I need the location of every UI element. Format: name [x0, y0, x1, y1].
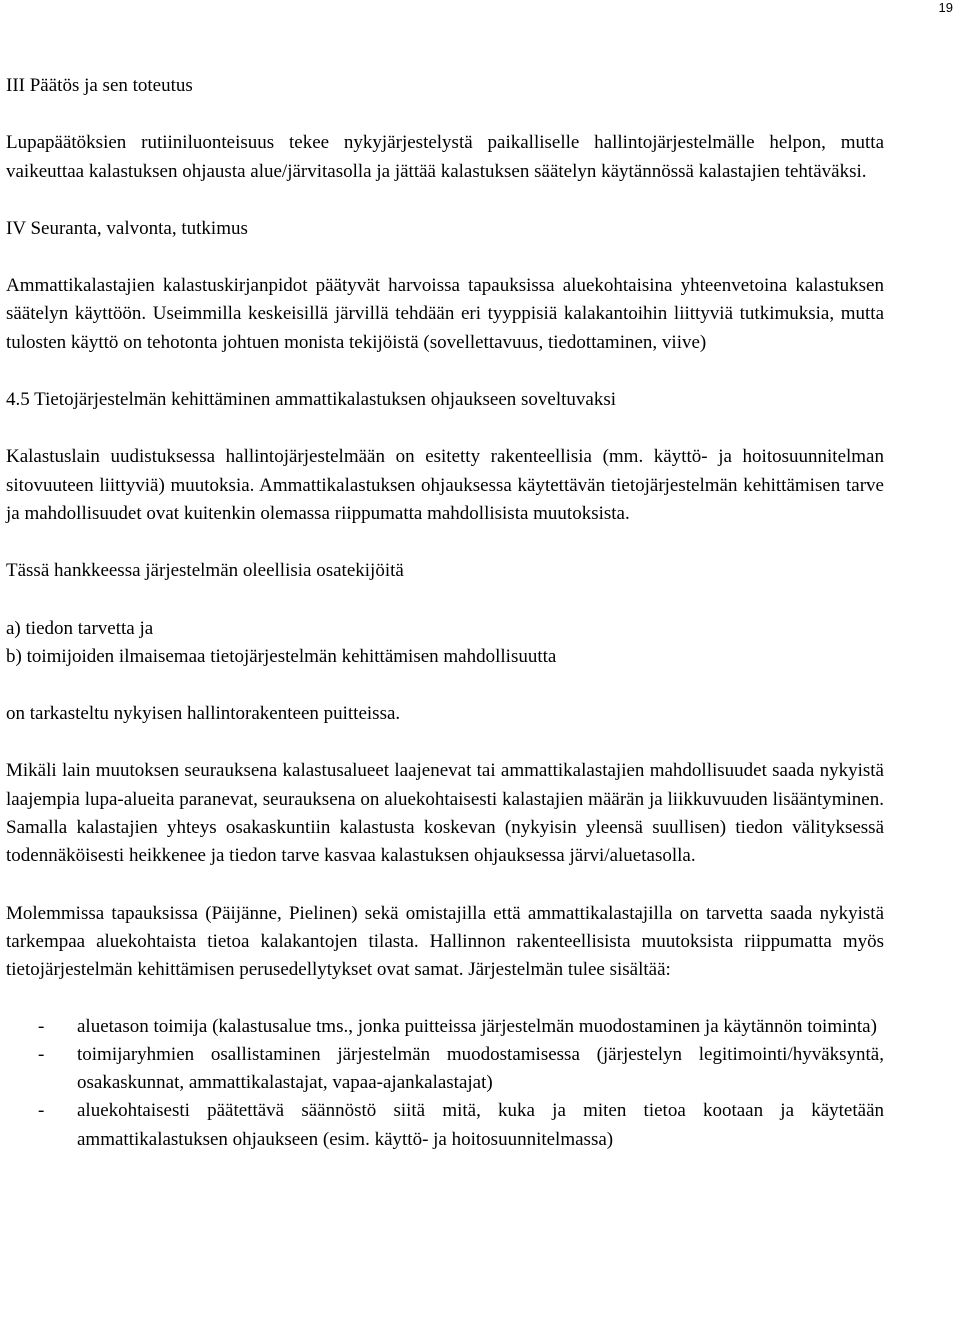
- section-heading-seuranta: IV Seuranta, valvonta, tutkimus: [6, 217, 248, 239]
- list-item-text: aluetason toimija (kalastusalue tms., jonka puitteissa järjestelmän muodostaminen ja käytännön toiminta): [77, 1015, 877, 1037]
- paragraph-molemmissa: Molemmissa tapauksissa (Päijänne, Pielinen) sekä omistajilla että ammattikalastajilla on tarvetta saada nykyistä tarkempaa aluekohtaista tietoa kalakantojen tilasta. Hallinnon rakenteellisista muutoksista riippumatta myös tietojärjestelmän kehittämisen perusedellytykset ovat samat. Järjestelmän tulee sisältää:: [6, 902, 884, 981]
- paragraph-lupapaatokset: Lupapäätöksien rutiiniluonteisuus tekee nykyjärjestelystä paikalliselle hallintojärjestelmälle helpon, mutta vaikeuttaa kalastuksen ohjausta alue/järvitasolla ja jättää kalastuksen säätelyn käytännössä kalastajien tehtäväksi.: [6, 132, 884, 182]
- requirements-list: [6, 1013, 884, 1154]
- dash-bullet: -: [38, 1100, 45, 1122]
- paragraph-kalastuslaki: Kalastuslain uudistuksessa hallintojärjestelmään on esitetty rakenteellisia (mm. käyttö- ja hoitosuunnitelman sitovuuteen liittyviä) muutoksia. Ammattikalastuksen ohjauksessa käytettävän tietojärjestelmän kehittämisen tarve ja mahdollisuudet ovat kuitenkin olemassa riippumatta mahdollisista muutoksista.: [6, 446, 884, 524]
- list-item: [6, 1041, 884, 1098]
- paragraph-osatekijat: Tässä hankkeessa järjestelmän oleellisia osatekijöitä: [6, 560, 404, 582]
- list-item-text: toimijaryhmien osallistaminen järjestelmän muodostamisessa (järjestelyn legitimointi/hyväksyntä, osakaskunnat, ammattikalastajat, vapaa-ajankalastajat): [77, 1043, 884, 1094]
- section-heading-tietojarjestelma: 4.5 Tietojärjestelmän kehittäminen ammattikalastuksen ohjaukseen soveltuvaksi: [6, 389, 616, 411]
- page-number: 19: [938, 0, 953, 15]
- list-item-text: aluekohtaisesti päätettävä säännöstö siitä mitä, kuka ja miten tietoa kootaan ja käytetään ammattikalastuksen ohjaukseen (esim. käyttö- ja hoitosuunnitelmassa): [77, 1100, 884, 1150]
- list-item: [6, 1013, 884, 1041]
- list-item: [6, 1097, 884, 1154]
- paragraph-kirjanpidot: Ammattikalastajien kalastuskirjanpidot päätyvät harvoissa tapauksissa aluekohtaisina yhteenvetoina kalastuksen säätelyn käyttöön. Useimmilla keskeisillä järvillä tehdään eri tyyppisiä kalakantoihin liittyviä tutkimuksia, mutta tulosten käyttö on tehotonta johtuen monista tekijöistä (sovellettavuus, tiedottaminen, viive): [6, 275, 884, 353]
- document-body: [6, 72, 884, 1154]
- paragraph-tarkasteltu: on tarkasteltu nykyisen hallintorakenteen puitteissa.: [6, 703, 401, 725]
- list-item-a: a) tiedon tarvetta ja: [6, 617, 154, 639]
- section-heading-paatos: III Päätös ja sen toteutus: [6, 75, 193, 96]
- dash-bullet: -: [38, 1015, 45, 1037]
- list-item-b: b) toimijoiden ilmaisemaa tietojärjestelmän kehittämisen mahdollisuutta: [6, 645, 557, 667]
- paragraph-mikali: Mikäli lain muutoksen seurauksena kalastusalueet laajenevat tai ammattikalastajien mahdollisuudet saada nykyistä laajempia lupa-alueita paranevat, seurauksena on aluekohtaisesti kalastajien määrän ja liikkuvuuden lisääntyminen. Samalla kalastajien yhteys osakaskuntiin kalastusta koskevan (nykyisin yleensä suullisen) tiedon välityksessä todennäköisesti heikkenee ja tiedon tarve kasvaa kalastuksen ohjauksessa järvi/aluetasolla.: [6, 760, 884, 867]
- dash-bullet: -: [38, 1043, 45, 1065]
